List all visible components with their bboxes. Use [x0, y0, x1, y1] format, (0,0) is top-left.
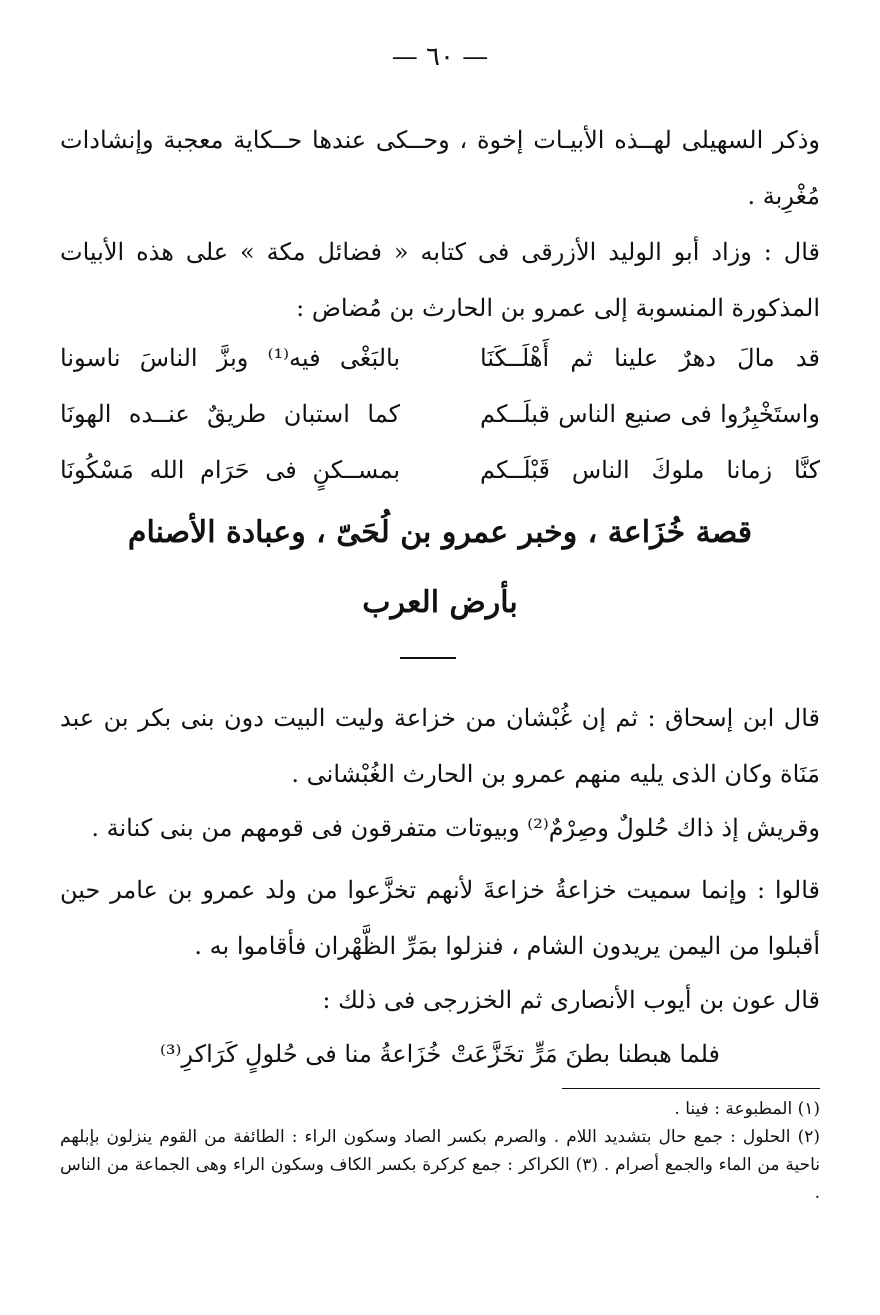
paragraph-quraysh: وقريش إذ ذاك حُلولٌ وصِرْمٌ⁽²⁾ وبيوتات متفرقون فى قومهم من بنى كنانة . [91, 814, 820, 842]
section-heading: قصة خُزَاعة ، وخبر عمرو بن لُحَىّ ، وعبادة الأصنام [127, 515, 753, 550]
verse-first-hemistich: واستَخْبِرُوا فى صنيع الناس قبلَــكم [480, 400, 820, 428]
verse-line [160, 1026, 720, 1082]
verse-line [60, 442, 820, 498]
poem-verses [60, 330, 820, 498]
paragraph-awn: قال عون بن أيوب الأنصارى ثم الخزرجى فى ذلك : [322, 986, 820, 1014]
section-heading-continued: بأرض العرب [362, 585, 518, 620]
verse-line [60, 330, 820, 386]
verse-line [60, 386, 820, 442]
paragraph-suhayli: وذكر السهيلى لهــذه الأبيـات إخوة ، وحــكى عندها حــكاية معجبة وإنشادات مُغْرِبة . [60, 126, 820, 210]
paragraph-ibn-ishaq: قال ابن إسحاق : ثم إن غُبْشان من خزاعة وليت البيت دون بنى بكر بن عبد مَنَاة وكان الذى يليه منهم عمرو بن الحارث الغُبْشانى . [60, 704, 820, 788]
footnotes [60, 1095, 820, 1207]
verse-first-hemistich: كنَّا زمانا ملوكَ الناس قَبْلَــكم [480, 456, 820, 484]
section-divider [400, 657, 456, 659]
verse-first-hemistich: قد مالَ دهرٌ علينا ثم أَهْلَــكَنَا [480, 344, 820, 372]
footnote-divider [562, 1088, 820, 1089]
verse-second-hemistich: بمســكنٍ فى حَرَام الله مَسْكُونَا [60, 456, 400, 484]
paragraph-azraqi: قال : وزاد أبو الوليد الأزرقى فى كتابه « فضائل مكة » على هذه الأبيات المذكورة المنسوبة إلى عمرو بن الحارث بن مُضاض : [60, 238, 820, 322]
page-number: — ٦٠ — [391, 42, 489, 72]
paragraph-khuzaa-name: قالوا : وإنما سميت خزاعةُ خزاعةَ لأنهم تخزَّعوا من ولد عمرو بن عامر حين أقبلوا من اليمن يريدون الشام ، فنزلوا بمَرِّ الظَّهْران فأقاموا به . [60, 876, 820, 960]
footnote: (٢) الحلول : جمع حال بتشديد اللام . والصرم بكسر الصاد وسكون الراء : الطائفة من القوم ينزلون بإبلهم ناحية من الماء والجمع أصرام . (٣) الكراكر : جمع كركرة بكسر الكاف وسكون الراء وهى الجماعة من الناس . [60, 1127, 820, 1203]
verse-second-hemistich: كما استبان طريقٌ عنــده الهونَا [60, 400, 400, 428]
verse-second-hemistich: بالبَغْى فيه⁽¹⁾ وبزَّ الناسَ ناسونا [60, 344, 401, 372]
footnote: (١) المطبوعة : فينا . [674, 1099, 820, 1119]
verse-second-hemistich: خُزَاعةُ منا فى حُلولٍ كَرَاكرِ⁽³⁾ [160, 1040, 442, 1068]
verse-first-hemistich: فلما هبطنا بطنَ مَرٍّ تخَزَّعَتْ [450, 1040, 720, 1068]
